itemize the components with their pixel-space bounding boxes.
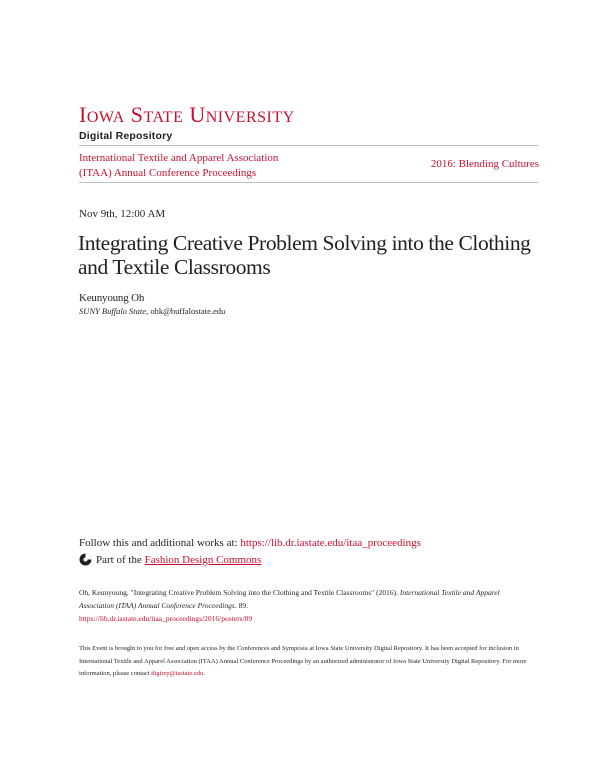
notice-end: . — [203, 670, 205, 677]
repository-notice — [79, 643, 534, 681]
citation-journal: International Textile and Apparel Association (ITAA) Annual Conference Proceedings — [79, 588, 500, 610]
network-commons-icon — [79, 553, 92, 566]
citation-link[interactable]: https://lib.dr.iastate.edu/itaa_proceedings/2016/posters/89 — [79, 614, 253, 623]
paper-title: Integrating Creative Problem Solving into the Clothing and Textile Classrooms — [78, 231, 531, 279]
follow-link[interactable]: https://lib.dr.iastate.edu/itaa_proceedings — [240, 537, 421, 549]
author-affiliation — [79, 306, 225, 316]
series-link-line1[interactable]: International Textile and Apparel Association — [79, 152, 279, 164]
series-title[interactable] — [79, 151, 278, 180]
follow-line — [79, 537, 421, 549]
contact-email-link[interactable]: digirep@iastate.edu — [151, 670, 204, 677]
citation-number: . 89. — [234, 601, 248, 610]
event-title[interactable]: 2016: Blending Cultures — [430, 158, 539, 170]
logo-wordmark: IOWA STATE UNIVERSITY — [79, 102, 295, 127]
fashion-design-commons-link[interactable]: Fashion Design Commons — [144, 553, 262, 566]
affiliation-email: , ohk@buffalostate.edu — [146, 306, 226, 316]
header-divider-bottom — [79, 182, 539, 183]
series-link-line2[interactable]: (ITAA) Annual Conference Proceedings — [79, 166, 257, 179]
notice-text: This Event is brought to you for free and open access by the Conferences and Symposia at Iowa State University Digital Repository. It has been accepted for inclusion in International Textile and Apparel Association (ITAA) Annual Conference Proceedings by an authorized administrator of Iowa State University Digital Repository. For more information, please contact — [79, 645, 527, 677]
partof-prefix: Part of the — [96, 553, 142, 566]
logo-subtitle: Digital Repository — [79, 130, 173, 142]
author-name: Keunyoung Oh — [79, 292, 145, 304]
event-date: Nov 9th, 12:00 AM — [79, 208, 166, 220]
affiliation-institution: SUNY Buffalo State — [79, 306, 147, 316]
header-divider-top — [79, 145, 539, 146]
recommended-citation — [79, 586, 534, 625]
part-of-line — [79, 553, 261, 566]
follow-prefix: Follow this and additional works at: — [79, 537, 241, 549]
citation-text: Oh, Keunyoung, "Integrating Creative Problem Solving into the Clothing and Textile Classrooms" (2016). — [79, 588, 400, 597]
iowa-state-logo[interactable] — [79, 104, 295, 142]
